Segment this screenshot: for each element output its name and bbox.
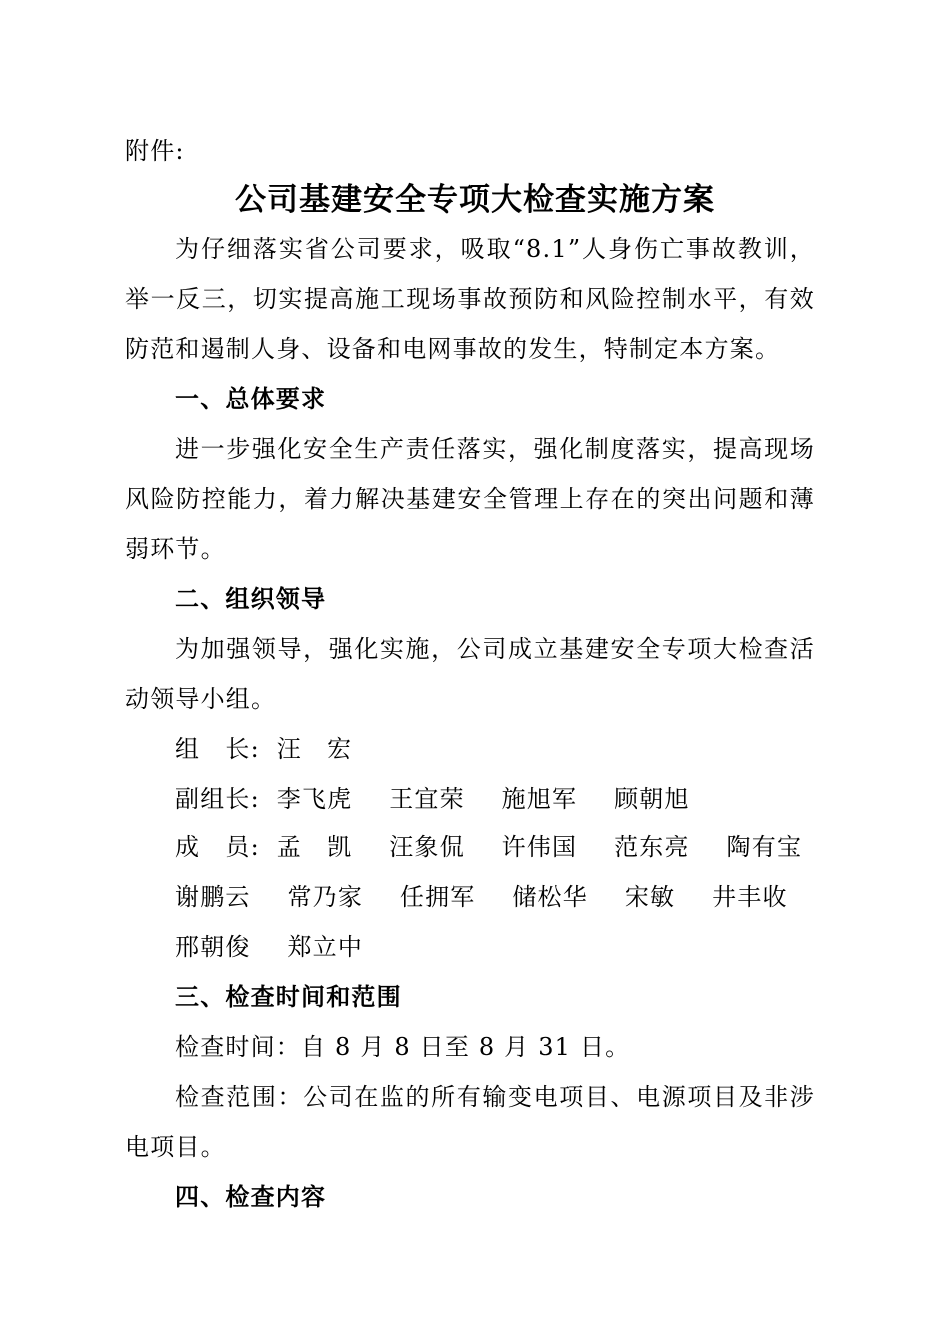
section1-paragraph-line: 弱环节。 bbox=[125, 535, 226, 563]
member-name: 许伟国 bbox=[501, 833, 578, 861]
members-label: 成 员: bbox=[175, 833, 260, 861]
member-name: 宋敏 bbox=[624, 883, 676, 911]
section1-paragraph-line: 进一步强化安全生产责任落实，强化制度落实，提高现场 bbox=[175, 435, 815, 463]
section-heading: 一、总体要求 bbox=[175, 384, 327, 413]
member-name: 邢朝俊 bbox=[175, 933, 251, 961]
intro-paragraph-line: 举一反三，切实提高施工现场事故预防和风险控制水平，有效 bbox=[125, 285, 815, 313]
member-name: 郑立中 bbox=[287, 933, 364, 961]
member-name: 范东亮 bbox=[614, 833, 690, 861]
section2-paragraph-line: 动领导小组。 bbox=[125, 685, 277, 713]
section1-paragraph-line: 风险防控能力，着力解决基建安全管理上存在的突出问题和薄 bbox=[125, 485, 815, 513]
deputy-row bbox=[175, 784, 690, 814]
intro-paragraph-line: 为仔细落实省公司要求，吸取“8.1”人身伤亡事故教训， bbox=[175, 235, 815, 263]
deputy-name: 顾朝旭 bbox=[614, 785, 690, 813]
leader-row bbox=[175, 734, 352, 764]
members-row bbox=[175, 932, 363, 962]
leader-name: 汪 宏 bbox=[276, 735, 353, 763]
members-row bbox=[175, 832, 802, 862]
inspection-time: 检查时间：自 8 月 8 日至 8 月 31 日。 bbox=[175, 1033, 631, 1061]
attachment-label: 附件: bbox=[125, 137, 185, 165]
member-name: 井丰收 bbox=[712, 883, 788, 911]
members-row bbox=[175, 882, 788, 912]
inspection-scope-line: 检查范围：公司在监的所有输变电项目、电源项目及非涉 bbox=[175, 1083, 815, 1111]
deputy-name: 王宜荣 bbox=[389, 785, 465, 813]
member-name: 常乃家 bbox=[287, 883, 364, 911]
deputy-name: 李飞虎 bbox=[276, 785, 353, 813]
member-name: 孟 凯 bbox=[276, 833, 353, 861]
member-name: 谢鹏云 bbox=[175, 883, 251, 911]
leader-label: 组 长: bbox=[175, 735, 260, 763]
inspection-scope-line: 电项目。 bbox=[125, 1133, 226, 1161]
deputy-label: 副组长: bbox=[175, 785, 260, 813]
member-name: 任拥军 bbox=[399, 883, 476, 911]
deputy-name: 施旭军 bbox=[501, 785, 578, 813]
section-heading: 三、检查时间和范围 bbox=[175, 982, 402, 1011]
member-name: 储松华 bbox=[512, 883, 588, 911]
section-heading: 四、检查内容 bbox=[175, 1182, 327, 1211]
intro-paragraph-line: 防范和遏制人身、设备和电网事故的发生，特制定本方案。 bbox=[125, 335, 781, 363]
member-name: 汪象侃 bbox=[389, 833, 465, 861]
section-heading: 二、组织领导 bbox=[175, 584, 327, 613]
document-title: 公司基建安全专项大检查实施方案 bbox=[235, 182, 715, 218]
member-name: 陶有宝 bbox=[726, 833, 803, 861]
section2-paragraph-line: 为加强领导，强化实施，公司成立基建安全专项大检查活 bbox=[175, 635, 815, 663]
